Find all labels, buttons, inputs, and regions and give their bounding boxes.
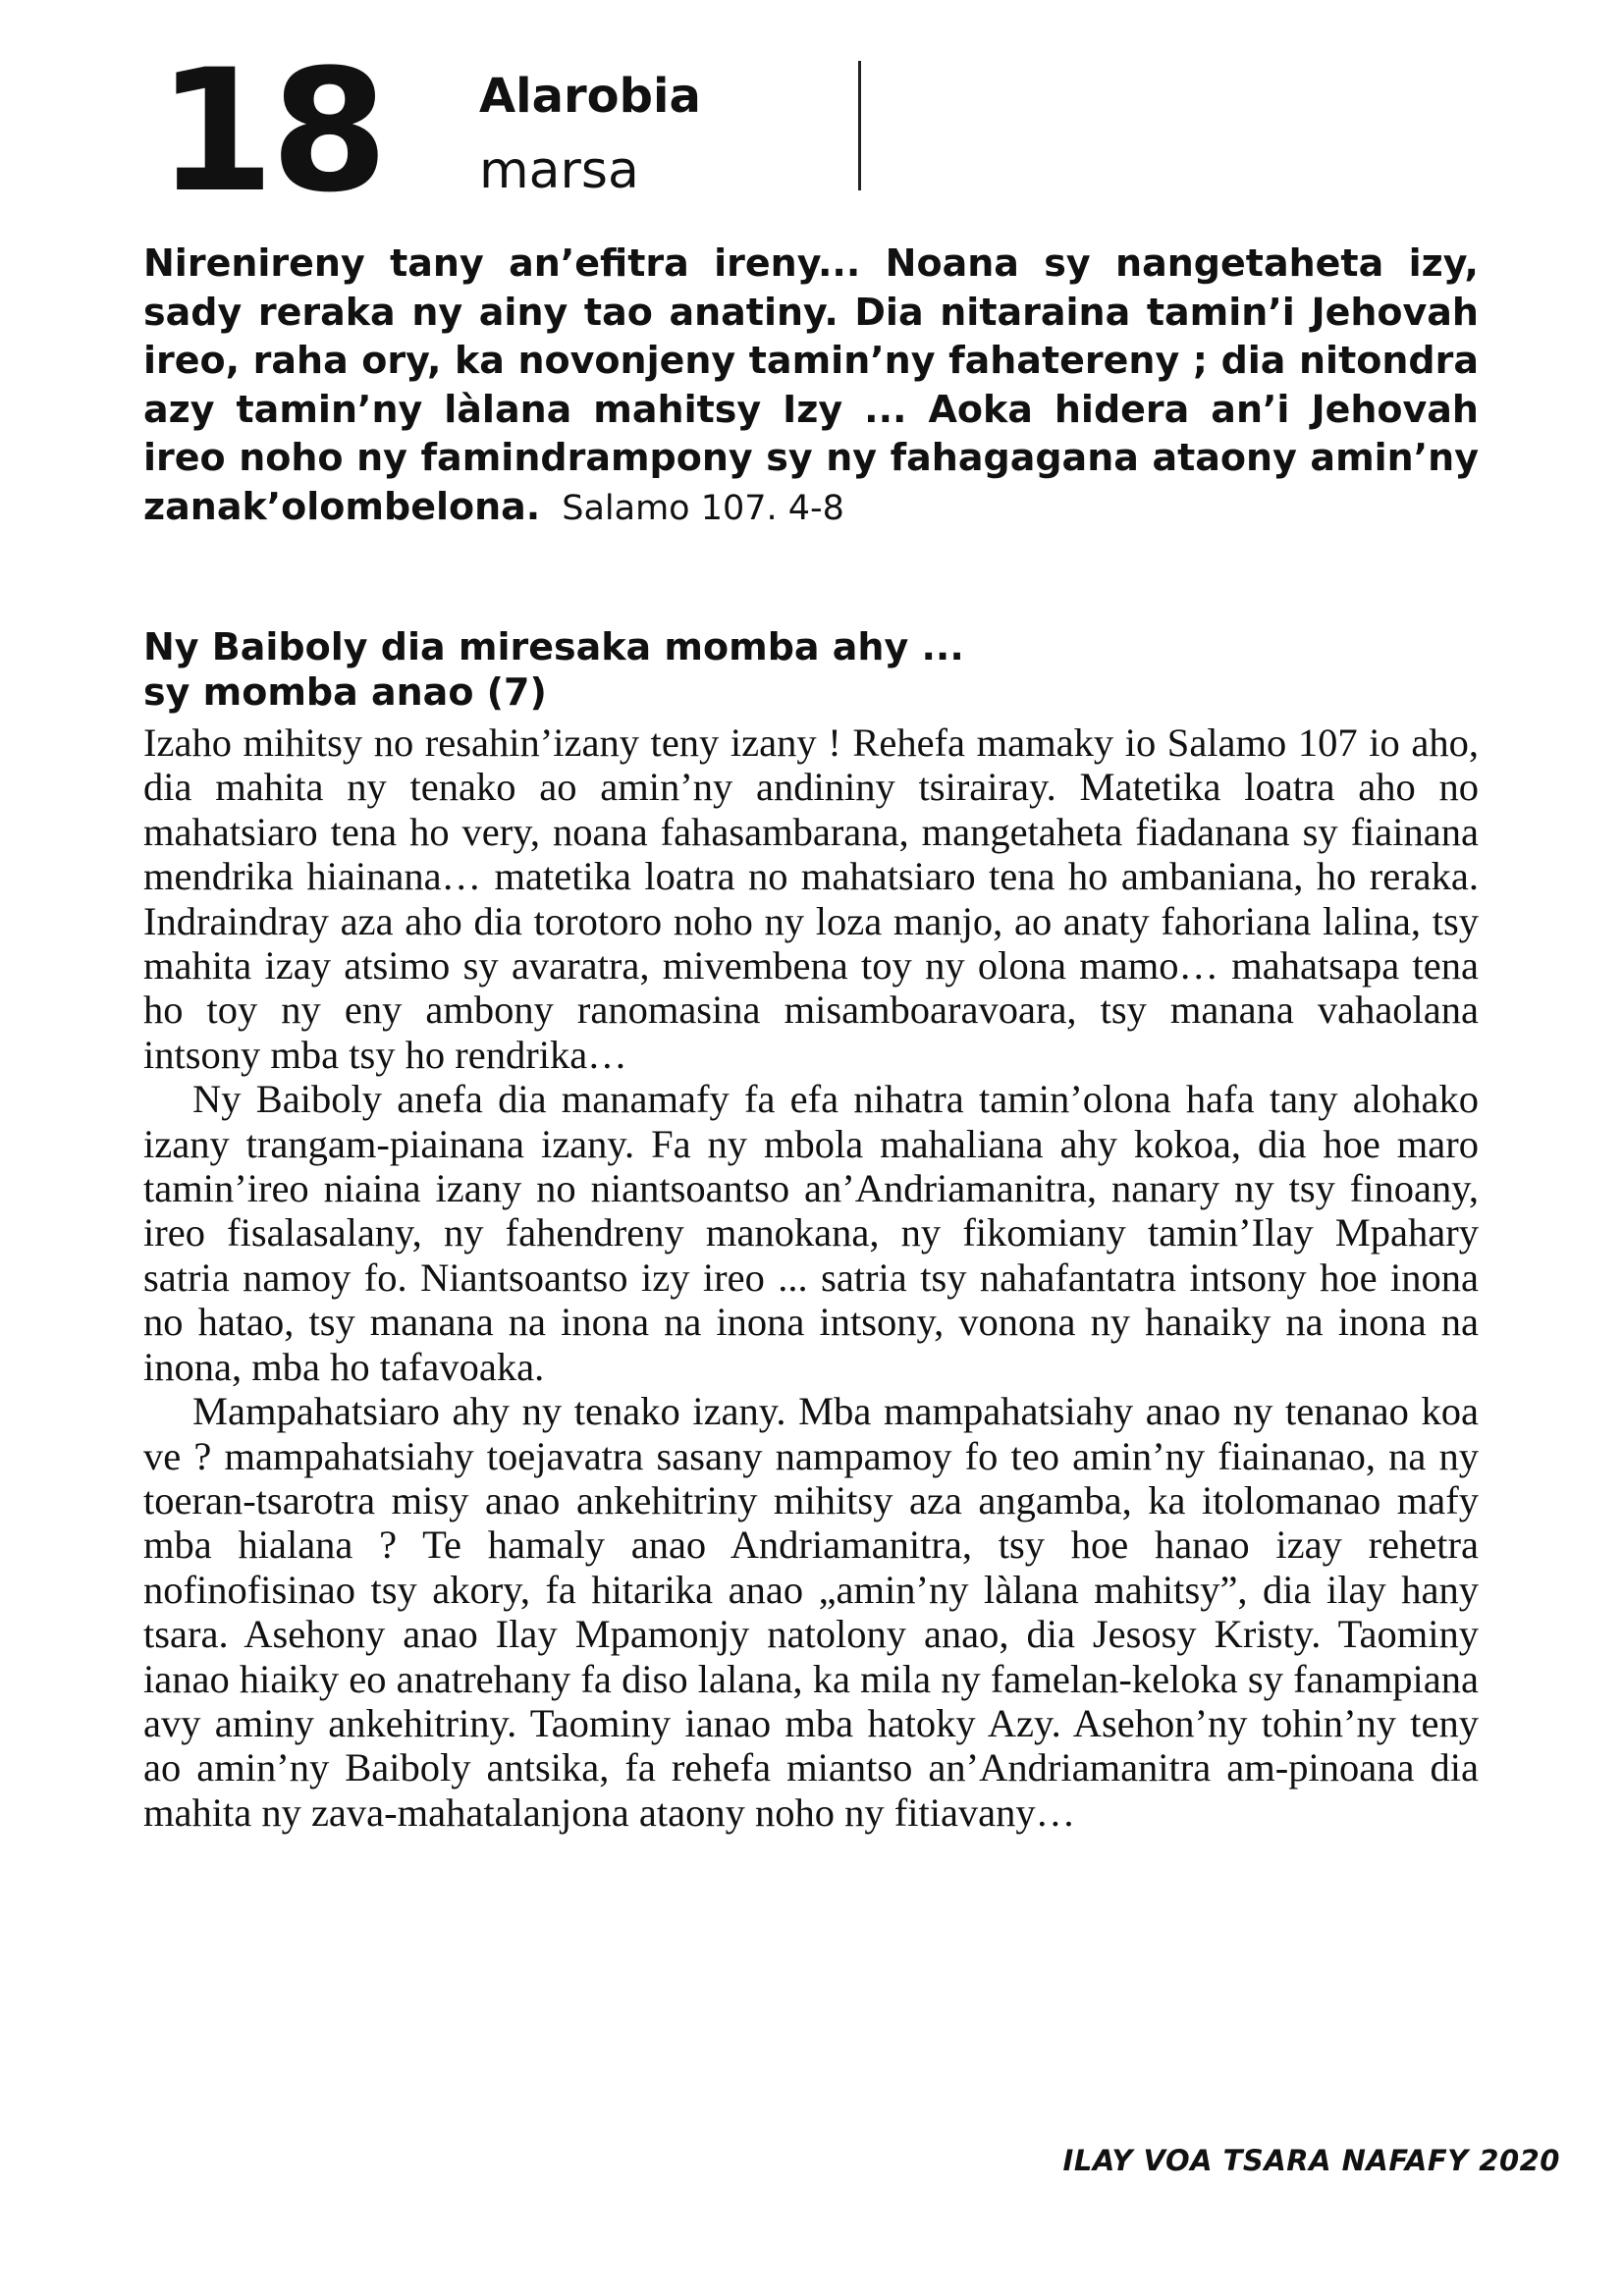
day-number: 18: [157, 32, 385, 230]
body-paragraph: Ny Baiboly anefa dia manamafy fa efa nihatra tamin’olona hafa tany alohako izany trangam-piainana izany. Fa ny mbola mahaliana ahy kokoa, dia hoe maro tamin’ireo niaina izany no niantsoantso an’Andriamanitra, nanary ny tsy finoany, ireo fisalasalany, ny fahendreny manokana, ny fikomiany tamin’Ilay Mpahary satria namoy fo. Niantsoantso izy ireo ... satria tsy nahafantatra intsony hoe inona no hatao, tsy manana na inona na inona intsony, vonona ny hanaiky na inona na inona, mba ho tafavoaka.: [143, 1077, 1479, 1389]
heading-line-2: sy momba anao (7): [143, 670, 547, 714]
verse-text: Nirenireny tany an’efitra ireny... Noana sy nangetaheta izy, sady reraka ny ainy tao anatiny. Dia nitaraina tamin’i Jehovah ireo, raha ory, ka novonjeny tamin’ny fahatereny ; dia nitondra azy tamin’ny làlana mahitsy Izy ... Aoka hidera an’i Jehovah ireo noho ny famindrampony sy ny fahagagana ataony amin’ny zanak’olombelona.: [143, 241, 1479, 528]
body-paragraph: Izaho mihitsy no resahin’izany teny izany ! Rehefa mamaky io Salamo 107 io aho, dia mahita ny tenako ao amin’ny andininy tsirairay. Matetika loatra aho no mahatsiaro tena ho very, noana fahasambarana, mangetaheta fiadanana sy fiainana mendrika hiainana… matetika loatra no mahatsiaro tena ho ambaniana, ho reraka. Indraindray aza aho dia torotoro noho ny loza manjo, ao anaty fahoriana lalina, tsy mahita izay atsimo sy avaratra, mivembena toy ny olona mamo… mahatsapa tena ho toy ny eny ambony ranomasina misamboaravoara, tsy manana vahaolana intsony mba tsy ho rendrika…: [143, 721, 1479, 1077]
verse-reference: Salamo 107. 4-8: [562, 488, 844, 528]
bible-verse: [143, 240, 1479, 533]
month-label: marsa: [479, 141, 639, 200]
publication-footer: ILAY VOA TSARA NAFAFY 2020: [1062, 2144, 1560, 2177]
article-heading: [143, 624, 1479, 715]
weekday-label: Alarobia: [479, 69, 701, 124]
article-body: [143, 721, 1479, 1835]
header-divider: [858, 61, 861, 190]
body-paragraph: Mampahatsiaro ahy ny tenako izany. Mba mampahatsiahy anao ny tenanao koa ve ? mampahatsiahy toejavatra sasany nampamoy fo teo amin’ny fiainanao, na ny toeran-tsarotra misy anao ankehitriny mihitsy aza angamba, ka itolomanao mafy mba hialana ? Te hamaly anao Andriamanitra, tsy hoe hanao izay rehetra nofinofisinao tsy akory, fa hitarika anao „amin’ny làlana mahitsy”, dia ilay hany tsara. Asehony anao Ilay Mpamonjy natolony anao, dia Jesosy Kristy. Taominy ianao hiaiky eo anatrehany fa diso lalana, ka mila ny famelan-keloka sy fanampiana avy aminy ankehitriny. Taominy ianao mba hatoky Azy. Asehon’ny tohin’ny teny ao amin’ny Baiboly antsika, fa rehefa miantso an’Andriamanitra am-pinoana dia mahita ny zava-mahatalanjona ataony noho ny fitiavany…: [143, 1389, 1479, 1835]
heading-line-1: Ny Baiboly dia miresaka momba ahy ...: [143, 625, 964, 668]
